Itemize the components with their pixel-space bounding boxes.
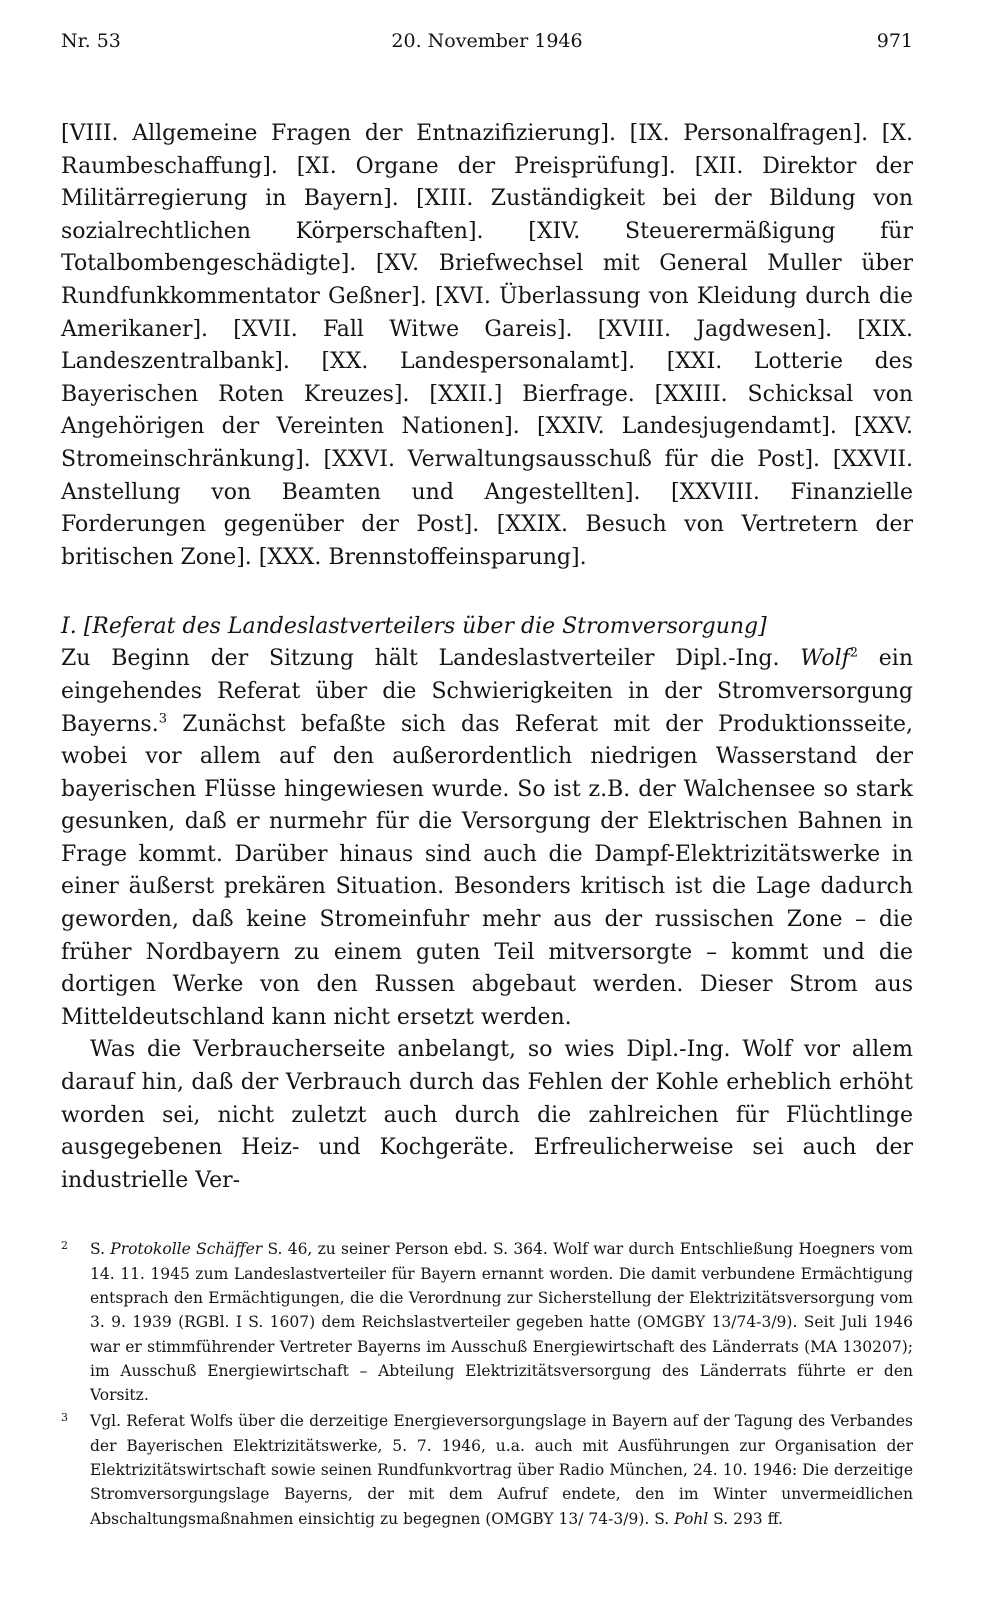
person-name: Wolf	[800, 646, 850, 672]
agenda-list: [VIII. Allgemeine Fragen der Entnazifizierung]. [IX. Personalfragen]. [X. Raumbeschaffung]. [XI. Organe der Preisprüfung]. [XII. Direktor der Militärregierung in Bayern]. [XIII. Zuständigkeit bei der Bildung von sozialrechtlichen Körperschaften]. [XIV. Steuerermäßigung für Totalbombengeschädigte]. [XV. Briefwechsel mit General Muller über Rundfunkkommentator Geßner]. [XVI. Überlassung von Kleidung durch die Amerikaner]. [XVII. Fall Witwe Gareis]. [XVIII. Jagdwesen]. [XIX. Landeszentralbank]. [XX. Landespersonalamt]. [XXI. Lotterie des Bayerischen Roten Kreuzes]. [XXII.] Bierfrage. [XXIII. Schicksal von Angehörigen der Vereinten Nationen]. [XXIV. Landesjugendamt]. [XXV. Stromeinschränkung]. [XXVI. Verwaltungsausschuß für die Post]. [XXVII. Anstellung von Beamten und Angestellten]. [XXVIII. Finanzielle Forderungen gegenüber der Post]. [XXIX. Besuch von Vertretern der britischen Zone]. [XXX. Brennstoffeinsparung].	[61, 121, 913, 570]
footnote-text: S. 293 ff.	[708, 1509, 783, 1528]
footnote-text: Vgl. Referat Wolfs über die derzeitige Energieversorgungslage in Bayern auf der Tagung des Verbandes der Bayerischen Elektrizitätswerke, 5. 7. 1946, u.a. auch mit Ausführungen zur Organisation der Elektrizitätswirtschaft sowie seinen Rundfunkvortrag über Radio München, 24. 10. 1946: Die derzeitige Stromversorgungslage Bayerns, der mit dem Aufruf endete, den im Winter unvermeidlichen Abschaltungsmaßnahmen einsichtig zu begegnen (OMGBY 13/ 74-3/9). S.	[90, 1412, 913, 1528]
paragraph-1-part-2: ein eingehendes Referat über die Schwierigkeiten in der Stromversorgung Bayerns.	[61, 646, 913, 737]
section-number: I.	[61, 614, 77, 640]
footnote-ref-3[interactable]: 3	[158, 711, 167, 727]
footnotes	[61, 1237, 913, 1531]
header-date: 20. November 1946	[391, 30, 583, 52]
paragraph-2: Was die Verbraucherseite anbelangt, so wies Dipl.-Ing. Wolf vor allem darauf hin, daß der Verbrauch durch das Fehlen der Kohle erheblich erhöht worden sei, nicht zuletzt auch durch die zahlreichen für Flüchtlinge ausgegebenen Heiz- und Kochgeräte. Erfreulicherweise sei auch der industrielle Ver-	[61, 1037, 913, 1193]
document-page	[61, 28, 913, 1588]
section-close-bracket: ]	[758, 614, 767, 640]
footnote-ref-2[interactable]: 2	[849, 645, 859, 661]
paragraph-1-part-3: Zunächst befaßte sich das Referat mit der Produktionsseite, wobei vor allem auf den außerordentlich niedrigen Wasserstand der bayerischen Flüsse hingewiesen wurde. So ist z.B. der Walchensee so stark gesunken, daß er nurmehr für die Versorgung der Elektrischen Bahnen in Frage kommt. Darüber hinaus sind auch die Dampf-Elektrizitätswerke in einer äußerst prekären Situation. Besonders kritisch ist die Lage dadurch geworden, daß keine Stromeinfuhr mehr aus der russischen Zone – die früher Nordbayern zu einem guten Teil mitversorgte – kommt und die dortigen Werke von den Russen abgebaut werden. Dieser Strom aus Mitteldeutschland kann nicht ersetzt werden.	[61, 711, 913, 1030]
issue-number: Nr. 53	[61, 30, 121, 52]
paragraph-1-part-1: Zu Beginn der Sitzung hält Landeslastverteiler Dipl.-Ing.	[61, 646, 801, 672]
body-text	[61, 643, 913, 1197]
section-open-bracket: [	[83, 614, 93, 640]
footnote-text: S. 46, zu seiner Person ebd. S. 364. Wolf war durch Entschließung Hoegners vom 14. 11. 1945 zum Landeslastverteiler für Bayern ernannt worden. Die damit verbundene Ermächtigung entsprach den Ermächtigungen, die die Verordnung zur Sicherstellung der Elektrizitätsversorgung vom 3. 9. 1939 (RGBl. I S. 1607) dem Reichslastverteiler gegeben hatte (OMGBY 13/74-3/9). Seit Juli 1946 war er stimmführender Vertreter Bayerns im Ausschuß Energiewirtschaft des Länderrats (MA 130207); im Ausschuß Energiewirtschaft – Abteilung Elektrizitätsversorgung des Länderrats führte er den Vorsitz.	[90, 1240, 913, 1405]
footnote-citation: Pohl	[674, 1509, 709, 1528]
footnote-text: S.	[90, 1240, 111, 1259]
footnote-mark: 3	[61, 1411, 68, 1425]
footnote-3	[61, 1409, 913, 1530]
section-heading	[61, 611, 913, 643]
running-header	[61, 28, 913, 58]
section-title: Referat des Landeslastverteilers über die Stromversorgung	[92, 614, 759, 640]
footnote-citation: Protokolle Schäffer	[110, 1240, 263, 1259]
paragraph-1	[61, 643, 913, 1034]
footnote-mark: 2	[61, 1239, 68, 1253]
page-number: 971	[876, 30, 913, 52]
footnote-2	[61, 1237, 913, 1407]
